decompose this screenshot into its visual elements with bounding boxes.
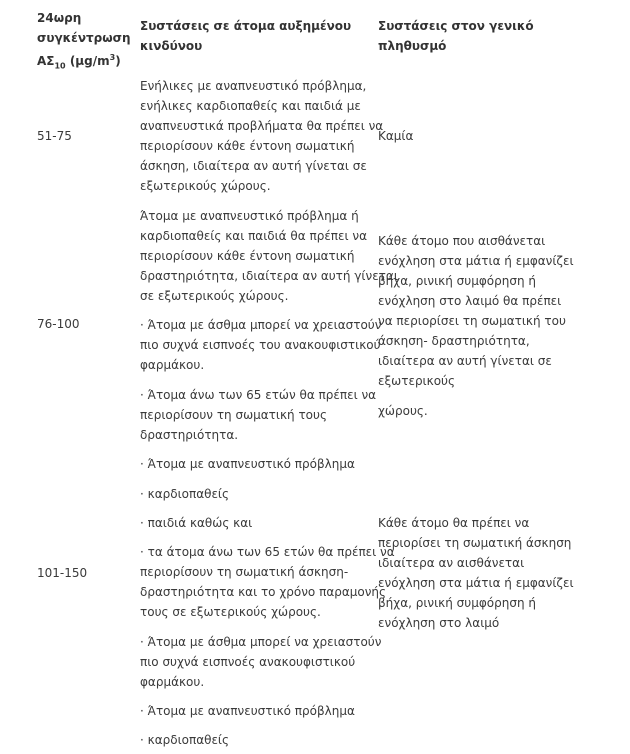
text-line: περιορίσουν τη σωματική άσκηση- — [140, 565, 349, 579]
text-line: ενόχληση στα μάτια ή εμφανίζει — [378, 576, 574, 590]
text-line: εξωτερικούς — [378, 374, 456, 388]
text-line: · Άτομα με αναπνευστικό πρόβλημα — [140, 457, 355, 471]
text-line: άσκηση- δραστηριότητα, — [378, 334, 530, 348]
row2-general-paragraph-1 — [378, 231, 574, 391]
text-line: σε εξωτερικούς χώρους. — [140, 289, 289, 303]
header-concentration-line2: συγκέντρωση — [37, 31, 131, 45]
text-line: ιδιαίτερα αν αυτή γίνεται σε — [378, 354, 552, 368]
text-line: πιο συχνά εισπνοές του ανακουφιστικού — [140, 338, 381, 352]
row3-general-paragraph — [378, 513, 574, 633]
text-line: εξωτερικούς χώρους. — [140, 179, 271, 193]
row3-sensitive-bullet-3 — [140, 513, 376, 533]
text-line: ενήλικες καρδιοπαθείς και παιδιά με — [140, 99, 361, 113]
text-line: · Άτομα άνω των 65 ετών θα πρέπει να — [140, 388, 377, 402]
text-line: περιορίσουν κάθε έντονη σωματική — [140, 139, 355, 153]
row3-sensitive-bullet-6 — [140, 701, 376, 721]
text-line: ενόχληση στο λαιμό θα πρέπει — [378, 294, 562, 308]
unit-superscript: 3 — [109, 53, 116, 62]
text-line: τους σε εξωτερικούς χώρους. — [140, 605, 321, 619]
pm-symbol: ΑΣ — [37, 54, 55, 68]
text-line: αναπνευστικά προβλήματα θα πρέπει να — [140, 119, 384, 133]
row-level-1: 51-75 — [37, 129, 72, 143]
text-line: Άτομα με αναπνευστικό πρόβλημα ή — [140, 209, 359, 223]
header-concentration-unit — [37, 48, 132, 76]
text-line: πιο συχνά εισπνοές ανακουφιστικού — [140, 655, 356, 669]
row2-general-paragraph-2 — [378, 401, 568, 421]
text-line: · τα άτομα άνω των 65 ετών θα πρέπει να — [140, 545, 395, 559]
unit-prefix: (μg/m — [69, 54, 110, 68]
text-line: Κάθε άτομο θα πρέπει να — [378, 516, 530, 530]
text-line: να περιορίσει τη σωματική του — [378, 314, 566, 328]
text-line: · Άτομα με αναπνευστικό πρόβλημα — [140, 704, 355, 718]
text-line: περιορίσουν κάθε έντονη σωματική — [140, 249, 355, 263]
text-line: Ενήλικες με αναπνευστικό πρόβλημα, — [140, 79, 367, 93]
header-sensitive-groups: Συστάσεις σε άτομα αυξημένου κινδύνου — [140, 19, 352, 53]
text-line: δραστηριότητα, ιδιαίτερα αν αυτή γίνεται — [140, 269, 398, 283]
text-line: · Άτομα με άσθμα μπορεί να χρειαστούν — [140, 318, 382, 332]
text-line: δραστηριότητα και το χρόνο παραμονής — [140, 585, 387, 599]
row3-sensitive-bullet-7 — [140, 730, 376, 750]
header-general-line1: Συστάσεις στον γενικό — [378, 19, 534, 33]
row3-sensitive-bullet-5 — [140, 632, 382, 692]
header-concentration — [37, 8, 132, 76]
text-line: χώρους. — [378, 404, 428, 418]
text-line: περιορίσουν τη σωματική τους — [140, 408, 327, 422]
row2-sensitive-paragraph-1 — [140, 206, 398, 306]
row3-sensitive-bullet-4 — [140, 542, 395, 622]
text-line: περιορίσει τη σωματική άσκηση — [378, 536, 572, 550]
text-line: ιδιαίτερα αν αισθάνεται — [378, 556, 525, 570]
row1-general-paragraph — [378, 126, 568, 146]
text-line: · Άτομα με άσθμα μπορεί να χρειαστούν — [140, 635, 382, 649]
text-line: · καρδιοπαθείς — [140, 487, 230, 501]
text-line: Καμία — [378, 129, 414, 143]
header-concentration-line1: 24ωρη — [37, 11, 82, 25]
text-line: βήχα, ρινική συμφόρηση ή — [378, 596, 536, 610]
text-line: ενόχληση στο λαιμό — [378, 616, 500, 630]
text-line: βήχα, ρινική συμφόρηση ή — [378, 274, 536, 288]
text-line: Κάθε άτομο που αισθάνεται — [378, 234, 546, 248]
text-line: ενόχληση στα μάτια ή εμφανίζει — [378, 254, 574, 268]
text-line: καρδιοπαθείς και παιδιά θα πρέπει να — [140, 229, 367, 243]
pm-subscript: 10 — [54, 61, 66, 71]
row3-sensitive-bullet-2 — [140, 484, 376, 504]
text-line: φαρμάκου. — [140, 675, 205, 689]
text-line: άσκηση, ιδιαίτερα αν αυτή γίνεται σε — [140, 159, 367, 173]
text-line: · καρδιοπαθείς — [140, 733, 230, 747]
row3-sensitive-bullet-1 — [140, 454, 376, 474]
row-level-3: 101-150 — [37, 566, 88, 580]
unit-suffix: ) — [115, 54, 121, 68]
row2-sensitive-paragraph-3 — [140, 385, 376, 445]
header-general-line2: πληθυσμό — [378, 39, 447, 53]
text-line: δραστηριότητα. — [140, 428, 239, 442]
row1-sensitive-paragraph — [140, 76, 384, 196]
header-general-population — [378, 16, 588, 56]
text-line: φαρμάκου. — [140, 358, 205, 372]
text-line: · παιδιά καθώς και — [140, 516, 253, 530]
row-level-2: 76-100 — [37, 317, 80, 331]
row2-sensitive-paragraph-2 — [140, 315, 382, 375]
